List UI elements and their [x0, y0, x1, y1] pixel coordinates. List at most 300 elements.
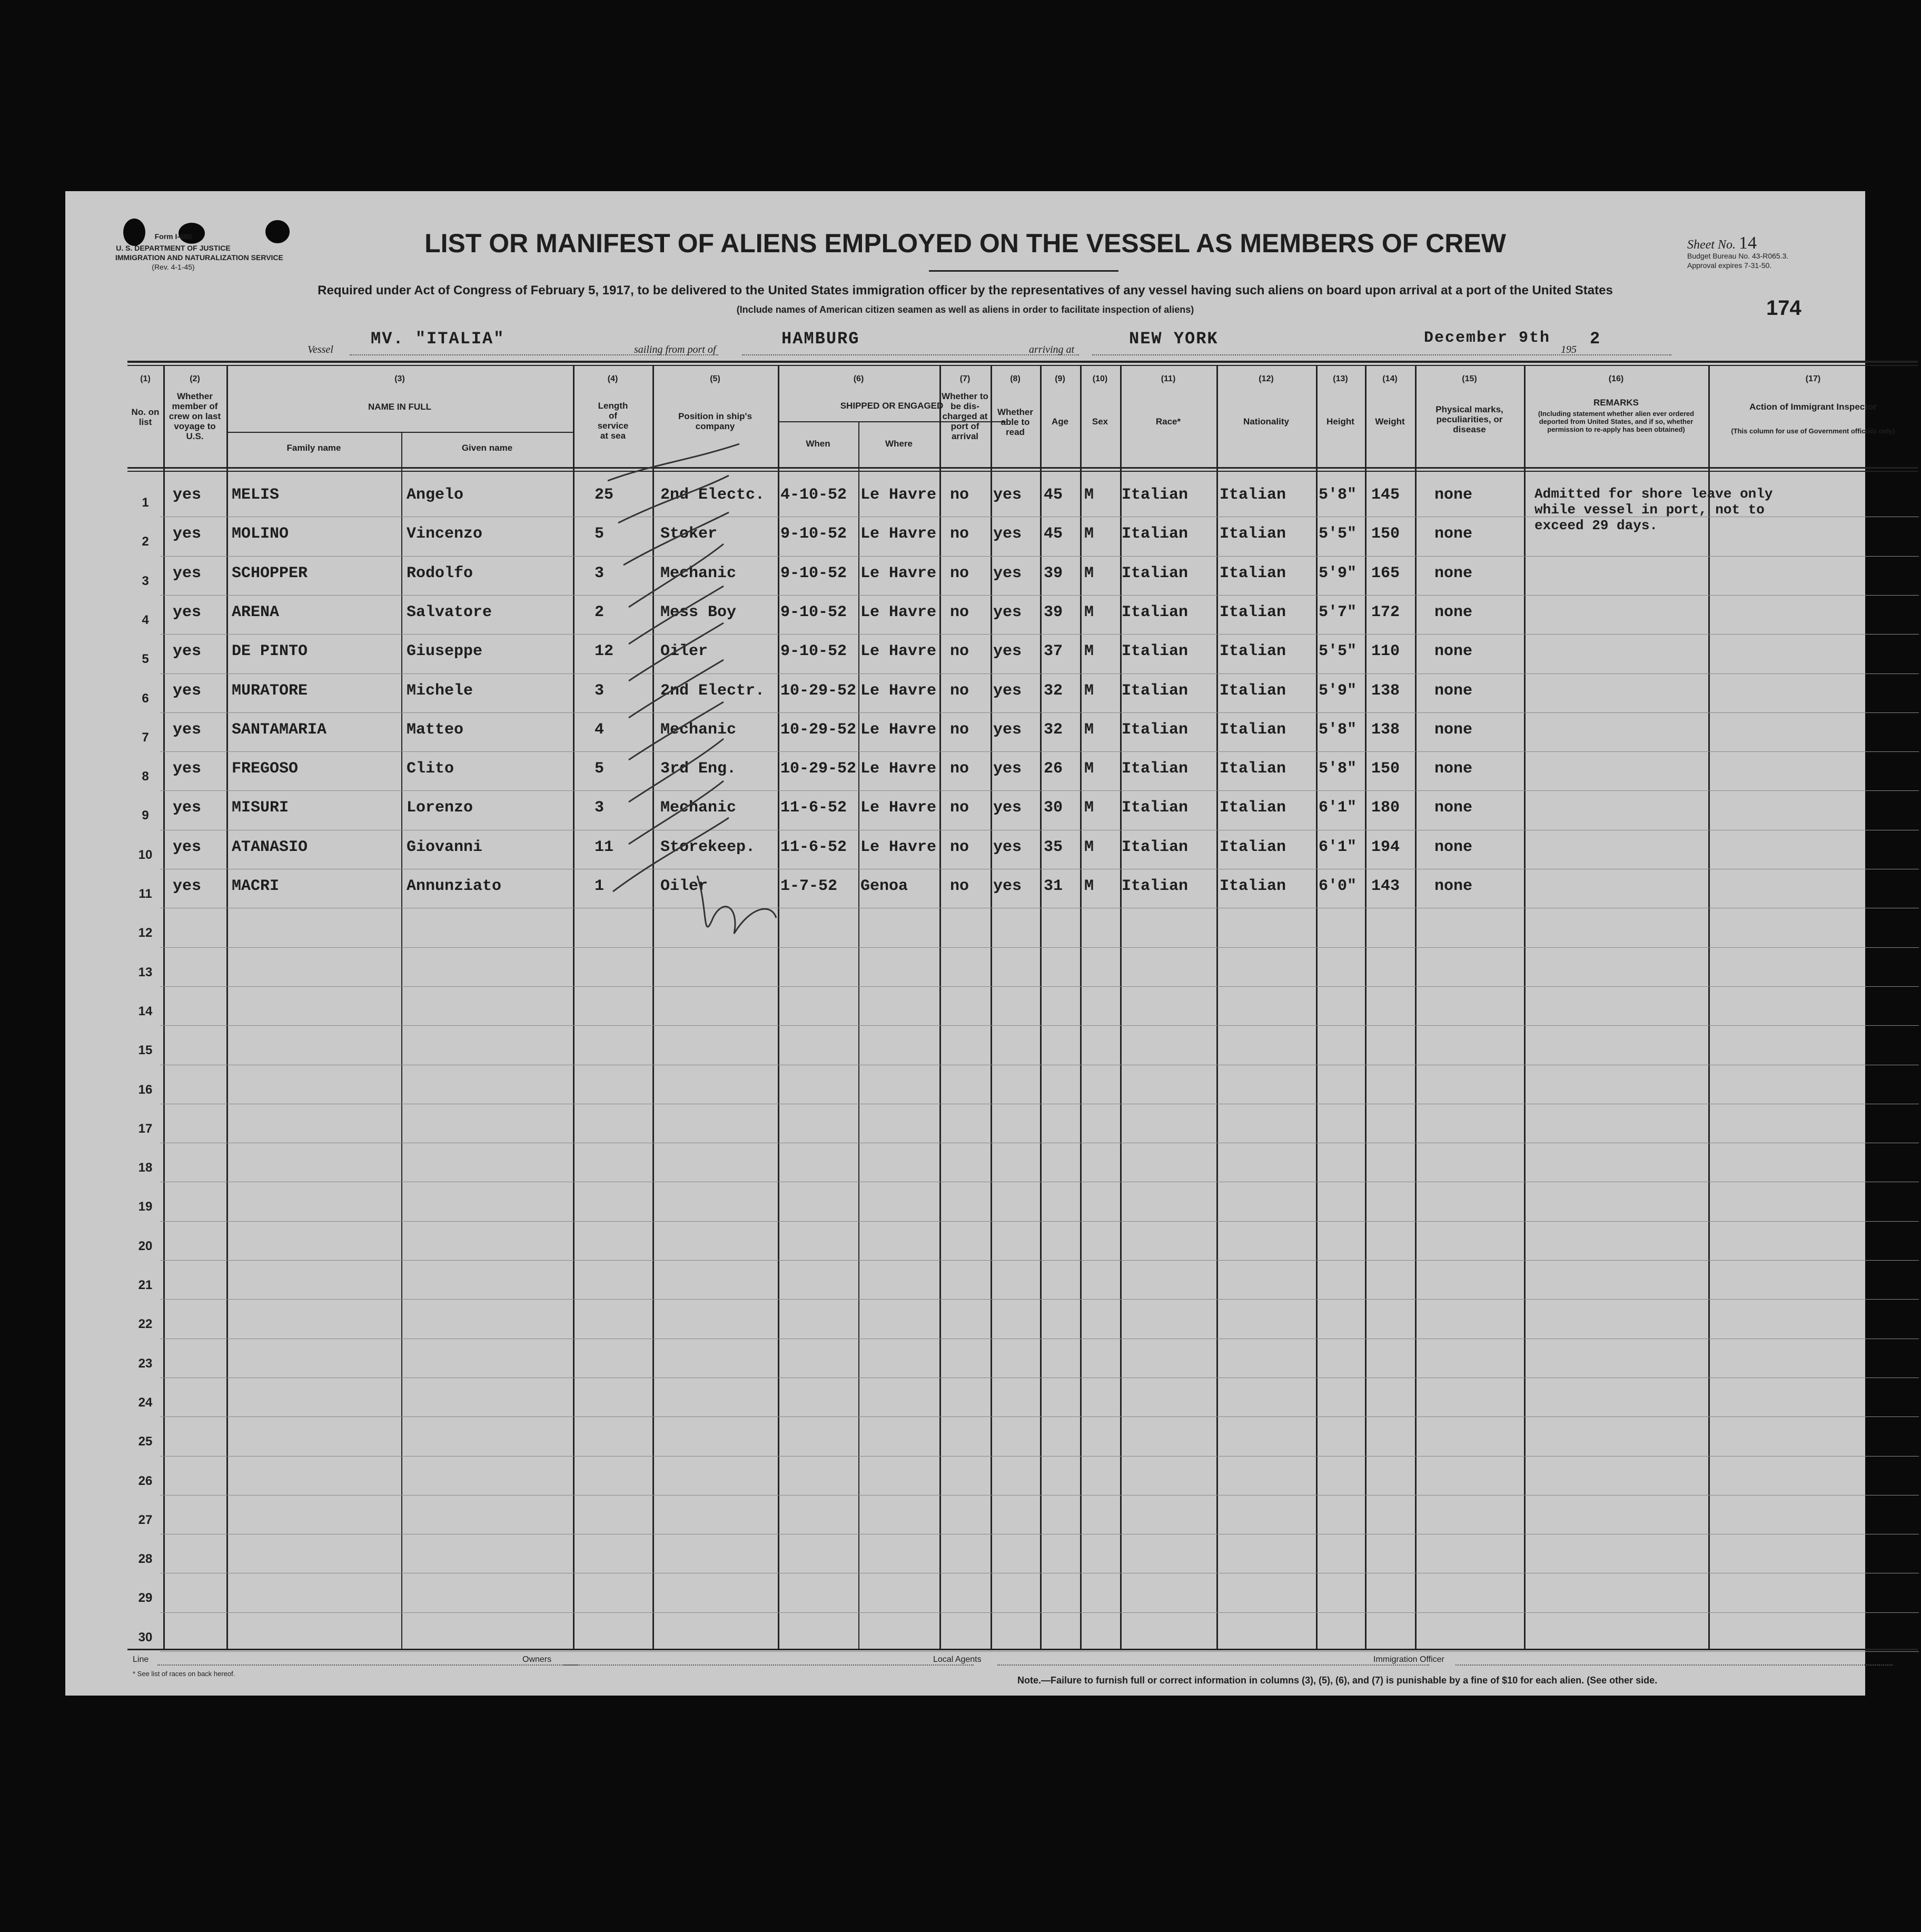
row-guide-line: [160, 947, 1919, 948]
col-header-family-name: Family name: [286, 443, 341, 453]
col-header-height: Height: [1326, 417, 1354, 427]
row-height: 5'8": [1319, 486, 1357, 504]
row-shipped-where: Le Havre: [860, 720, 937, 739]
sailing-dotline: [742, 353, 1079, 355]
form-subtitle: Required under Act of Congress of February 5, 1917, to be delivered to the United States immigration officer by the representatives of any vessel having such aliens on board upon arrival at a port of the United States: [318, 283, 1613, 298]
row-number: 22: [138, 1317, 153, 1332]
row-nationality: Italian: [1220, 720, 1286, 739]
row-shipped-where: Le Havre: [860, 564, 937, 582]
row-number: 21: [138, 1278, 153, 1292]
row-guide-line: [160, 1612, 1919, 1613]
row-discharged: no: [950, 877, 969, 895]
col-number: (15): [1462, 374, 1477, 383]
row-number: 5: [142, 652, 149, 667]
row-shipped-when: 11-6-52: [780, 838, 847, 856]
remarks-line: Admitted for shore leave only: [1534, 486, 1773, 502]
row-shipped-where: Le Havre: [860, 525, 937, 543]
check-marks: [539, 444, 792, 1171]
row-physical-marks: none: [1434, 720, 1473, 739]
row-able-to-read: yes: [993, 681, 1022, 700]
row-number: 24: [138, 1395, 153, 1410]
row-nationality: Italian: [1220, 681, 1286, 700]
row-sex: M: [1084, 681, 1094, 700]
row-age: 45: [1044, 486, 1063, 504]
row-sex: M: [1084, 877, 1094, 895]
form-number: Form I-480: [154, 232, 192, 241]
department-name: U. S. DEPARTMENT OF JUSTICE: [116, 244, 231, 252]
header-bottom-rule-2: [127, 471, 1918, 472]
row-shipped-where: Le Havre: [860, 603, 937, 621]
row-family-name: FREGOSO: [232, 760, 299, 778]
column-rule: [1316, 365, 1318, 1650]
row-number: 23: [138, 1356, 153, 1371]
row-position: Mess Boy: [660, 603, 737, 621]
row-number: 15: [138, 1043, 153, 1058]
row-height: 5'5": [1319, 642, 1357, 661]
column-rule: [163, 365, 165, 1650]
row-race: Italian: [1122, 760, 1189, 778]
row-race: Italian: [1122, 486, 1189, 504]
row-number: 8: [142, 769, 149, 784]
row-voyage: yes: [173, 486, 202, 504]
row-given-name: Giovanni: [407, 838, 483, 856]
row-voyage: yes: [173, 681, 202, 700]
row-shipped-when: 4-10-52: [780, 486, 847, 504]
row-discharged: no: [950, 799, 969, 817]
row-position: Oiler: [660, 642, 708, 661]
remarks-line: while vessel in port, not to: [1534, 502, 1765, 518]
budget-bureau: Budget Bureau No. 43-R065.3.: [1687, 252, 1789, 260]
row-discharged: no: [950, 642, 969, 661]
row-physical-marks: none: [1434, 681, 1473, 700]
service-name: IMMIGRATION AND NATURALIZATION SERVICE: [115, 253, 283, 262]
row-position: Storekeep.: [660, 838, 756, 856]
footer-officer-label: Immigration Officer: [1373, 1655, 1444, 1664]
row-guide-line: [160, 634, 1919, 635]
row-number: 14: [138, 1004, 153, 1018]
row-family-name: MURATORE: [232, 681, 308, 700]
row-service: 2: [595, 603, 605, 621]
row-weight: 172: [1371, 603, 1400, 621]
col-number: (1): [140, 374, 151, 383]
row-height: 6'1": [1319, 838, 1357, 856]
row-age: 32: [1044, 681, 1063, 700]
col-header-given-name: Given name: [461, 443, 513, 453]
row-weight: 138: [1371, 681, 1400, 700]
row-shipped-where: Le Havre: [860, 681, 937, 700]
row-voyage: yes: [173, 720, 202, 739]
row-number: 28: [138, 1552, 153, 1567]
col-number: (2): [190, 374, 200, 383]
row-number: 19: [138, 1200, 153, 1214]
row-able-to-read: yes: [993, 603, 1022, 621]
col-header-physical-marks: Physical marks, peculiarities, or disease: [1435, 404, 1503, 434]
row-family-name: ARENA: [232, 603, 280, 621]
row-service: 3: [595, 799, 605, 817]
row-given-name: Angelo: [407, 486, 464, 504]
row-shipped-where: Le Havre: [860, 760, 937, 778]
row-weight: 138: [1371, 720, 1400, 739]
row-able-to-read: yes: [993, 799, 1022, 817]
row-physical-marks: none: [1434, 877, 1473, 895]
row-shipped-where: Genoa: [860, 877, 908, 895]
row-age: 37: [1044, 642, 1063, 661]
row-age: 39: [1044, 603, 1063, 621]
row-nationality: Italian: [1220, 525, 1286, 543]
row-family-name: MOLINO: [232, 525, 289, 543]
row-weight: 165: [1371, 564, 1400, 582]
row-sex: M: [1084, 525, 1094, 543]
row-weight: 180: [1371, 799, 1400, 817]
page-number: 174: [1766, 296, 1801, 320]
column-rule: [991, 365, 992, 1650]
row-shipped-when: 10-29-52: [780, 760, 857, 778]
row-nationality: Italian: [1220, 799, 1286, 817]
row-number: 7: [142, 730, 149, 745]
col-header-name: NAME IN FULL: [368, 402, 431, 412]
row-position: 2nd Electc.: [660, 486, 765, 504]
vessel-label: Vessel: [308, 344, 333, 355]
row-weight: 145: [1371, 486, 1400, 504]
row-position: 2nd Electr.: [660, 681, 765, 700]
row-physical-marks: none: [1434, 760, 1473, 778]
row-service: 1: [595, 877, 605, 895]
col-number: (14): [1382, 374, 1398, 383]
page-title: LIST OR MANIFEST OF ALIENS EMPLOYED ON THE VESSEL AS MEMBERS OF CREW: [424, 229, 1506, 258]
row-shipped-where: Le Havre: [860, 486, 937, 504]
row-service: 25: [595, 486, 614, 504]
row-discharged: no: [950, 838, 969, 856]
column-rule: [1415, 365, 1417, 1650]
row-shipped-when: 9-10-52: [780, 603, 847, 621]
row-family-name: MACRI: [232, 877, 280, 895]
row-nationality: Italian: [1220, 603, 1286, 621]
col-header-last-voyage: Whether member of crew on last voyage to U.S.: [169, 391, 221, 441]
title-underline: [929, 270, 1118, 272]
footer-agents-label: Local Agents: [933, 1655, 982, 1664]
col-header-inspector: Action of Immigrant Inspector: [1749, 402, 1877, 412]
row-nationality: Italian: [1220, 838, 1286, 856]
row-number: 16: [138, 1082, 153, 1097]
row-given-name: Rodolfo: [407, 564, 473, 582]
form-subtitle-note: (Include names of American citizen seamen as well as aliens in order to facilitate inspection of aliens): [736, 304, 1194, 315]
column-rule: [1365, 365, 1367, 1650]
row-discharged: no: [950, 486, 969, 504]
col-header-when: When: [806, 439, 830, 449]
row-weight: 194: [1371, 838, 1400, 856]
row-number: 11: [138, 887, 152, 901]
row-discharged: no: [950, 720, 969, 739]
col-number: (8): [1010, 374, 1021, 383]
row-height: 5'9": [1319, 681, 1357, 700]
row-voyage: yes: [173, 642, 202, 661]
row-sex: M: [1084, 642, 1094, 661]
col-number: (12): [1259, 374, 1274, 383]
row-height: 5'8": [1319, 720, 1357, 739]
arriving-port: NEW YORK: [1129, 329, 1219, 349]
row-age: 39: [1044, 564, 1063, 582]
sailing-label: sailing from port of: [634, 344, 716, 355]
row-number: 13: [138, 965, 153, 979]
table-top-rule: [127, 361, 1918, 363]
row-nationality: Italian: [1220, 760, 1286, 778]
col-header-shipped: SHIPPED OR ENGAGED: [840, 401, 944, 411]
col-header-race: Race*: [1155, 417, 1181, 427]
row-number: 10: [138, 847, 153, 862]
table-bottom-rule: [127, 1649, 1918, 1650]
row-guide-line: [160, 1651, 1919, 1652]
row-number: 26: [138, 1473, 153, 1488]
row-guide-line: [160, 1260, 1919, 1261]
col-header-discharged: Whether to be dis-charged at port of arrival: [942, 391, 988, 441]
row-given-name: Salvatore: [407, 603, 492, 621]
row-position: Mechanic: [660, 799, 737, 817]
footer-dotline: [1455, 1663, 1893, 1666]
header-bottom-rule: [127, 467, 1918, 469]
col-header-where: Where: [885, 439, 913, 449]
row-race: Italian: [1122, 525, 1189, 543]
column-rule: [226, 365, 228, 1650]
row-voyage: yes: [173, 564, 202, 582]
row-shipped-when: 10-29-52: [780, 720, 857, 739]
row-sex: M: [1084, 564, 1094, 582]
row-age: 32: [1044, 720, 1063, 739]
col-number: (4): [607, 374, 618, 383]
row-family-name: SANTAMARIA: [232, 720, 327, 739]
row-voyage: yes: [173, 838, 202, 856]
row-guide-line: [160, 1025, 1919, 1026]
sheet-value: 14: [1738, 233, 1757, 253]
row-voyage: yes: [173, 603, 202, 621]
arrival-date: December 9th: [1424, 329, 1551, 347]
row-voyage: yes: [173, 760, 202, 778]
row-able-to-read: yes: [993, 525, 1022, 543]
row-position: Stoker: [660, 525, 718, 543]
col-number: (7): [959, 374, 971, 383]
row-service: 3: [595, 564, 605, 582]
col-number: (6): [853, 374, 864, 383]
row-voyage: yes: [173, 877, 202, 895]
row-able-to-read: yes: [993, 486, 1022, 504]
row-race: Italian: [1122, 681, 1189, 700]
row-shipped-when: 9-10-52: [780, 525, 847, 543]
arriving-dotline: [1092, 353, 1671, 355]
row-guide-line: [160, 595, 1919, 596]
row-physical-marks: none: [1434, 799, 1473, 817]
row-height: 6'1": [1319, 799, 1357, 817]
vessel-name: MV. "ITALIA": [371, 329, 505, 349]
penalty-note-label: Note.: [1017, 1675, 1041, 1686]
row-given-name: Vincenzo: [407, 525, 483, 543]
row-age: 30: [1044, 799, 1063, 817]
row-height: 5'7": [1319, 603, 1357, 621]
row-number: 4: [142, 612, 149, 627]
table-top-rule-2: [127, 365, 1918, 366]
sailing-port: HAMBURG: [781, 329, 860, 349]
row-height: 6'0": [1319, 877, 1357, 895]
row-service: 3: [595, 681, 605, 700]
row-nationality: Italian: [1220, 486, 1286, 504]
row-discharged: no: [950, 564, 969, 582]
row-shipped-where: Le Havre: [860, 799, 937, 817]
row-race: Italian: [1122, 564, 1189, 582]
row-weight: 143: [1371, 877, 1400, 895]
row-height: 5'9": [1319, 564, 1357, 582]
row-guide-line: [160, 790, 1919, 791]
column-rule: [1524, 365, 1526, 1650]
footer-dotline: [997, 1663, 1429, 1666]
row-able-to-read: yes: [993, 877, 1022, 895]
row-voyage: yes: [173, 525, 202, 543]
row-nationality: Italian: [1220, 564, 1286, 582]
row-given-name: Clito: [407, 760, 454, 778]
row-position: Mechanic: [660, 564, 737, 582]
row-able-to-read: yes: [993, 564, 1022, 582]
approval-expiry: Approval expires 7-31-50.: [1687, 261, 1772, 270]
row-number: 25: [138, 1434, 153, 1449]
sheet-number: [1687, 233, 1757, 253]
row-able-to-read: yes: [993, 720, 1022, 739]
footer-owners-label: Owners: [522, 1655, 552, 1664]
row-number: 9: [142, 808, 149, 823]
row-shipped-where: Le Havre: [860, 642, 937, 661]
row-able-to-read: yes: [993, 838, 1022, 856]
row-discharged: no: [950, 681, 969, 700]
column-rule: [1080, 365, 1082, 1650]
revision-date: (Rev. 4-1-45): [152, 263, 195, 271]
row-number: 1: [142, 496, 149, 510]
row-sex: M: [1084, 603, 1094, 621]
row-voyage: yes: [173, 799, 202, 817]
row-weight: 150: [1371, 525, 1400, 543]
col-number: (11): [1161, 374, 1176, 383]
row-family-name: DE PINTO: [232, 642, 308, 661]
sheet-label: Sheet No.: [1687, 238, 1736, 252]
row-able-to-read: yes: [993, 642, 1022, 661]
row-guide-line: [160, 712, 1919, 713]
row-race: Italian: [1122, 877, 1189, 895]
row-sex: M: [1084, 486, 1094, 504]
col-number: (5): [710, 374, 720, 383]
row-guide-line: [160, 556, 1919, 557]
column-rule: [1120, 365, 1122, 1650]
col-number: (9): [1055, 374, 1065, 383]
row-given-name: Lorenzo: [407, 799, 473, 817]
row-number: 29: [138, 1591, 153, 1606]
row-number: 17: [138, 1121, 153, 1136]
row-shipped-where: Le Havre: [860, 838, 937, 856]
row-weight: 150: [1371, 760, 1400, 778]
penalty-note: [1017, 1675, 1657, 1686]
row-given-name: Giuseppe: [407, 642, 483, 661]
col-number: (16): [1608, 374, 1624, 383]
row-service: 11: [595, 838, 614, 856]
column-rule: [1040, 365, 1042, 1650]
row-physical-marks: none: [1434, 642, 1473, 661]
row-number: 20: [138, 1239, 153, 1253]
row-discharged: no: [950, 603, 969, 621]
manifest-sheet: [65, 191, 1895, 1696]
row-sex: M: [1084, 720, 1094, 739]
column-rule: [939, 365, 941, 1650]
col-number: (13): [1333, 374, 1348, 383]
col-header-able-to-read: Whether able to read: [997, 407, 1033, 437]
column-rule: [1708, 365, 1710, 1650]
row-sex: M: [1084, 799, 1094, 817]
row-race: Italian: [1122, 603, 1189, 621]
year-prefix: 195: [1561, 344, 1577, 355]
col-number: (3): [394, 374, 405, 383]
row-age: 45: [1044, 525, 1063, 543]
row-age: 31: [1044, 877, 1063, 895]
footer-dotline: [563, 1663, 974, 1666]
row-number: 18: [138, 1161, 153, 1175]
row-discharged: no: [950, 525, 969, 543]
row-shipped-when: 10-29-52: [780, 681, 857, 700]
col-header-weight: Weight: [1375, 417, 1405, 427]
row-guide-line: [160, 1416, 1919, 1417]
row-guide-line: [160, 673, 1919, 674]
row-guide-line: [160, 1221, 1919, 1222]
row-position: Oiler: [660, 877, 708, 895]
row-physical-marks: none: [1434, 838, 1473, 856]
row-family-name: MISURI: [232, 799, 289, 817]
col-header-position: Position in ship's company: [678, 411, 752, 431]
row-discharged: no: [950, 760, 969, 778]
row-given-name: Michele: [407, 681, 473, 700]
row-sex: M: [1084, 760, 1094, 778]
footer-dotline: [157, 1663, 579, 1666]
row-shipped-when: 9-10-52: [780, 564, 847, 582]
row-given-name: Annunziato: [407, 877, 502, 895]
col-header-nationality: Nationality: [1243, 417, 1289, 427]
row-family-name: MELIS: [232, 486, 280, 504]
row-family-name: ATANASIO: [232, 838, 308, 856]
row-age: 35: [1044, 838, 1063, 856]
col-header-sex: Sex: [1092, 417, 1108, 427]
row-service: 4: [595, 720, 605, 739]
column-rule: [858, 421, 859, 1650]
races-note: * See list of races on back hereof.: [133, 1670, 235, 1678]
row-number: 12: [138, 926, 153, 940]
col-header-remarks: REMARKS: [1593, 398, 1639, 408]
row-race: Italian: [1122, 838, 1189, 856]
row-guide-line: [160, 751, 1919, 752]
col-number: (10): [1092, 374, 1108, 383]
col-number: (17): [1805, 374, 1821, 383]
row-family-name: SCHOPPER: [232, 564, 308, 582]
footer-line-label: Line: [133, 1655, 149, 1664]
name-subheader-rule: [226, 432, 573, 433]
row-service: 5: [595, 760, 605, 778]
row-number: 30: [138, 1630, 153, 1644]
row-nationality: Italian: [1220, 642, 1286, 661]
row-position: Mechanic: [660, 720, 737, 739]
row-guide-line: [160, 986, 1919, 987]
row-race: Italian: [1122, 642, 1189, 661]
row-age: 26: [1044, 760, 1063, 778]
row-sex: M: [1084, 838, 1094, 856]
col-header-age: Age: [1051, 417, 1069, 427]
row-nationality: Italian: [1220, 877, 1286, 895]
row-guide-line: [160, 1299, 1919, 1300]
row-height: 5'8": [1319, 760, 1357, 778]
row-number: 6: [142, 691, 149, 706]
row-given-name: Matteo: [407, 720, 464, 739]
year-suffix: 2: [1590, 329, 1601, 349]
row-able-to-read: yes: [993, 760, 1022, 778]
row-number: 2: [142, 534, 149, 549]
